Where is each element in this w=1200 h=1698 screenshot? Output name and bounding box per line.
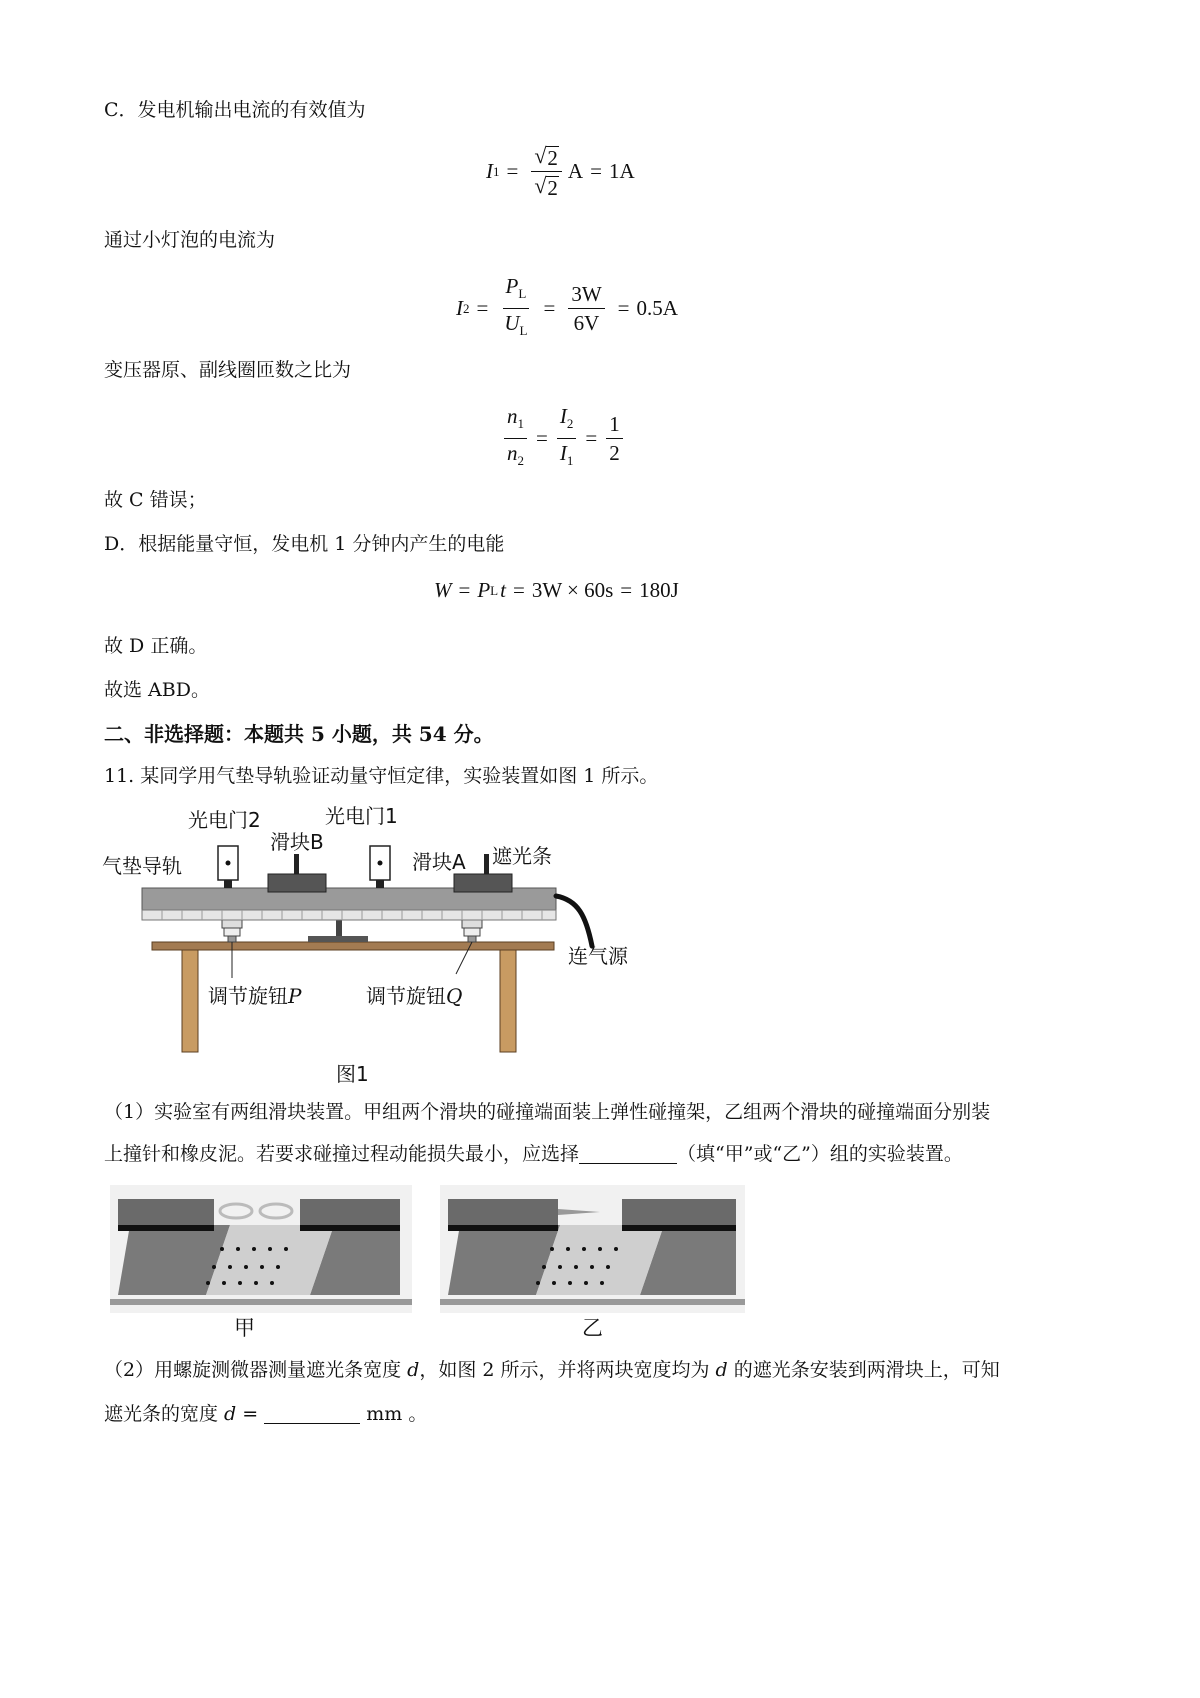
slider-b <box>268 854 326 892</box>
equation-i2: I 2 = $\frac{P_L}{U_L}$ = $\frac{3W}{6V}$ = 0.5A <box>456 274 678 338</box>
slider-photo-yi <box>440 1185 745 1313</box>
equation-energy: W = P L t = 3W × 60s = 180J <box>434 578 679 602</box>
text-d-intro: D．根据能量守恒，发电机 1 分钟内产生的电能 <box>104 533 505 555</box>
equation-turns-ratio: $\frac{n_1}{n_2}$ = $\frac{I_2}{I_1}$ = $\frac{1}{2}$ <box>498 404 629 473</box>
question-11-stem: 11. 某同学用气垫导轨验证动量守恒定律，实验装置如图 1 所示。 <box>104 765 659 787</box>
label-knob-q: 调节旋钮Q <box>366 984 463 1008</box>
knob-q <box>462 920 482 942</box>
answer-blank-1[interactable] <box>579 1143 677 1164</box>
slider-photo-jia <box>110 1185 412 1313</box>
label-shutter: 遮光条 <box>492 844 552 868</box>
label-air-source: 连气源 <box>568 944 628 968</box>
photo-group-yi <box>440 1185 745 1313</box>
photogate-2 <box>218 846 238 888</box>
text-lamp-current: 通过小灯泡的电流为 <box>104 229 276 251</box>
text-d-conclusion: 故 D 正确。 <box>104 635 208 657</box>
label-photogate-1: 光电门1 <box>325 804 398 828</box>
label-slider-b: 滑块B <box>270 830 324 854</box>
knob-p <box>222 920 242 942</box>
photo-label-yi: 乙 <box>582 1316 603 1340</box>
part-1-line-1: （1）实验室有两组滑块装置。甲组两个滑块的碰撞端面装上弹性碰撞架，乙组两个滑块的碰撞端面分别装 <box>104 1101 991 1123</box>
text-answer: 故选 ABD。 <box>104 679 210 701</box>
photo-group-jia <box>110 1185 412 1313</box>
answer-blank-2[interactable] <box>264 1403 360 1424</box>
figure-1-air-track <box>100 796 660 1096</box>
photogate-1 <box>370 846 390 888</box>
part-1-line-2: 上撞针和橡皮泥。若要求碰撞过程动能损失最小，应选择 （填“甲”或“乙”）组的实验装置。 <box>104 1143 963 1165</box>
label-photogate-2: 光电门2 <box>188 808 261 832</box>
label-air-track: 气垫导轨 <box>102 854 182 878</box>
section-heading: 二、非选择题：本题共 5 小题，共 54 分。 <box>104 722 494 746</box>
figure-1-caption: 图1 <box>336 1062 369 1086</box>
equation-i1: I 1 = √ 2 √ 2 A = 1A <box>486 143 635 200</box>
label-slider-a: 滑块A <box>412 850 466 874</box>
text-c-intro: C．发电机输出电流的有效值为 <box>104 99 366 121</box>
photo-label-jia: 甲 <box>234 1316 255 1340</box>
text-c-conclusion: 故 C 错误； <box>104 489 207 511</box>
label-knob-p: 调节旋钮P <box>208 984 302 1008</box>
part-2-line-2: 遮光条的宽度 d = mm 。 <box>104 1403 428 1425</box>
part-2-line-1: （2）用螺旋测微器测量遮光条宽度 d，如图 2 所示，并将两块宽度均为 d 的遮光条安装到两滑块上，可知 <box>104 1359 1000 1381</box>
text-turns-ratio: 变压器原、副线圈匝数之比为 <box>104 359 352 381</box>
